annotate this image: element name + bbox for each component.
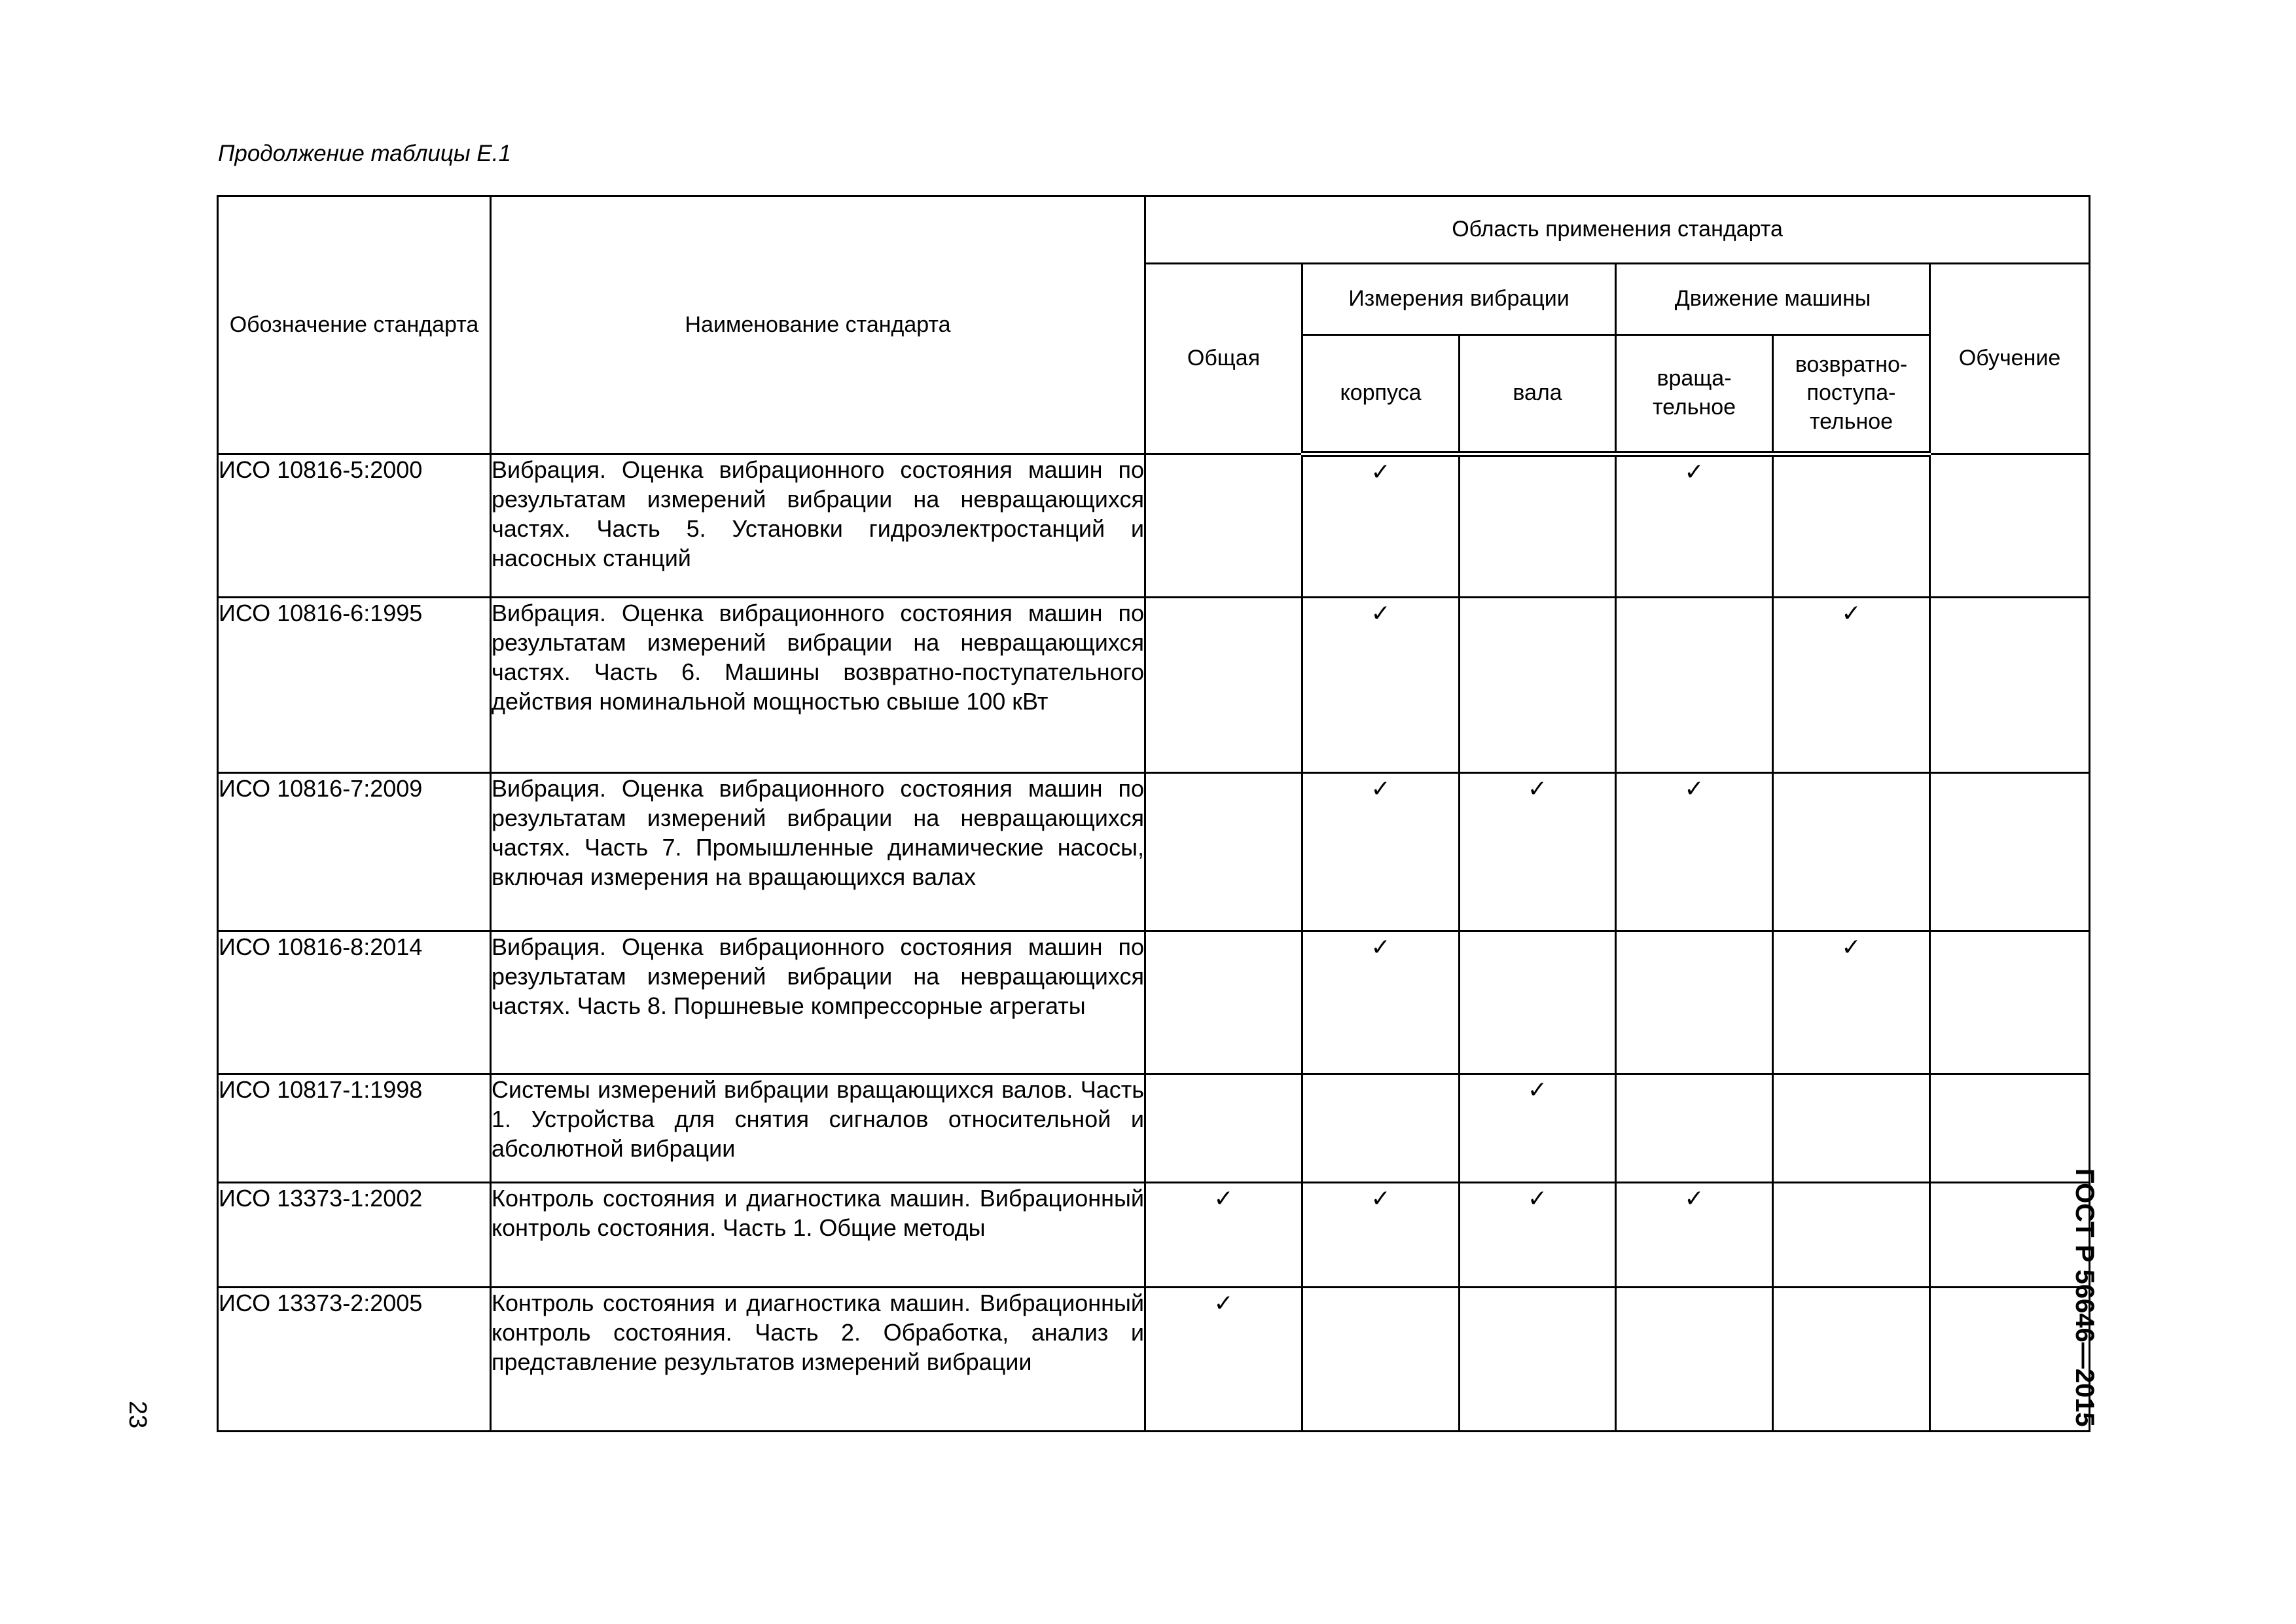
header-machine-motion: Движение машины (1616, 264, 1930, 335)
table-row (218, 773, 2090, 931)
table-body (218, 454, 2090, 1432)
empty-cell (1930, 931, 2090, 1074)
standard-name: Контроль состояния и диагностика машин. Вибрационный контроль состояния. Часть 1. Общие методы (491, 1183, 1145, 1288)
empty-cell (1773, 1288, 1930, 1432)
table-row (218, 454, 2090, 598)
check-icon: ✓ (1460, 1183, 1616, 1288)
standard-name: Вибрация. Оценка вибрационного состояния машин по результатам измерений вибрации на невращающихся частях. Часть 5. Установки гидроэлектростанций и насосных станций (491, 454, 1145, 598)
standard-name: Вибрация. Оценка вибрационного состояния машин по результатам измерений вибрации на невращающихся частях. Часть 8. Поршневые компрессорные агрегаты (491, 931, 1145, 1074)
header-scope: Область применения стандарта (1145, 196, 2090, 264)
empty-cell (1460, 1288, 1616, 1432)
empty-cell (1460, 931, 1616, 1074)
empty-cell (1302, 1074, 1460, 1183)
standard-code: ИСО 10816-8:2014 (218, 931, 491, 1074)
empty-cell (1930, 454, 2090, 598)
empty-cell (1616, 1074, 1773, 1183)
standard-code: ИСО 10816-6:1995 (218, 598, 491, 773)
empty-cell (1145, 1074, 1302, 1183)
check-icon: ✓ (1302, 1183, 1460, 1288)
empty-cell (1616, 931, 1773, 1074)
empty-cell (1930, 1074, 2090, 1183)
standard-name: Контроль состояния и диагностика машин. Вибрационный контроль состояния. Часть 2. Обработка, анализ и представление результатов измерений вибрации (491, 1288, 1145, 1432)
standard-code: ИСО 13373-2:2005 (218, 1288, 491, 1432)
standard-name: Системы измерений вибрации вращающихся валов. Часть 1. Устройства для снятия сигналов относительной и абсолютной вибрации (491, 1074, 1145, 1183)
table-row (218, 1074, 2090, 1183)
table-row (218, 598, 2090, 773)
header-general: Общая (1145, 264, 1302, 454)
standard-code: ИСО 10816-7:2009 (218, 773, 491, 931)
table-row (218, 931, 2090, 1074)
empty-cell (1773, 454, 1930, 598)
check-icon: ✓ (1302, 931, 1460, 1074)
check-icon: ✓ (1145, 1288, 1302, 1432)
standard-code: ИСО 13373-1:2002 (218, 1183, 491, 1288)
header-name: Наименование стандарта (491, 196, 1145, 454)
table-row (218, 1288, 2090, 1432)
empty-cell (1302, 1288, 1460, 1432)
header-vibration-measurement: Измерения вибрации (1302, 264, 1616, 335)
header-housing: корпуса (1302, 335, 1460, 454)
table-caption: Продолжение таблицы Е.1 (218, 141, 511, 166)
empty-cell (1616, 1288, 1773, 1432)
check-icon: ✓ (1302, 598, 1460, 773)
check-icon: ✓ (1460, 773, 1616, 931)
empty-cell (1460, 454, 1616, 598)
empty-cell (1145, 598, 1302, 773)
empty-cell (1145, 931, 1302, 1074)
header-shaft: вала (1460, 335, 1616, 454)
header-training: Обучение (1930, 264, 2090, 454)
empty-cell (1460, 598, 1616, 773)
empty-cell (1616, 598, 1773, 773)
empty-cell (1930, 598, 2090, 773)
empty-cell (1773, 1183, 1930, 1288)
header-rotational: враща- тельное (1616, 335, 1773, 454)
header-designation: Обозначение стандарта (218, 196, 491, 454)
standard-code: ИСО 10816-5:2000 (218, 454, 491, 598)
check-icon: ✓ (1302, 773, 1460, 931)
header-reciprocating: возвратно- поступа- тельное (1773, 335, 1930, 454)
standard-name: Вибрация. Оценка вибрационного состояния машин по результатам измерений вибрации на невращающихся частях. Часть 6. Машины возвратно-поступательного действия номинальной мощностью свыше 100 кВт (491, 598, 1145, 773)
empty-cell (1773, 773, 1930, 931)
standards-table (217, 195, 2090, 1432)
check-icon: ✓ (1773, 931, 1930, 1074)
check-icon: ✓ (1773, 598, 1930, 773)
page-number: 23 (124, 1401, 151, 1429)
check-icon: ✓ (1616, 773, 1773, 931)
check-icon: ✓ (1616, 1183, 1773, 1288)
empty-cell (1145, 454, 1302, 598)
empty-cell (1773, 1074, 1930, 1183)
standard-name: Вибрация. Оценка вибрационного состояния машин по результатам измерений вибрации на невращающихся частях. Часть 7. Промышленные динамические насосы, включая измерения на вращающихся валах (491, 773, 1145, 931)
check-icon: ✓ (1616, 454, 1773, 598)
document-title-vertical: ГОСТ Р 56646—2015 (2070, 1168, 2099, 1427)
table-row (218, 1183, 2090, 1288)
check-icon: ✓ (1145, 1183, 1302, 1288)
check-icon: ✓ (1460, 1074, 1616, 1183)
standard-code: ИСО 10817-1:1998 (218, 1074, 491, 1183)
empty-cell (1145, 773, 1302, 931)
check-icon: ✓ (1302, 454, 1460, 598)
empty-cell (1930, 773, 2090, 931)
